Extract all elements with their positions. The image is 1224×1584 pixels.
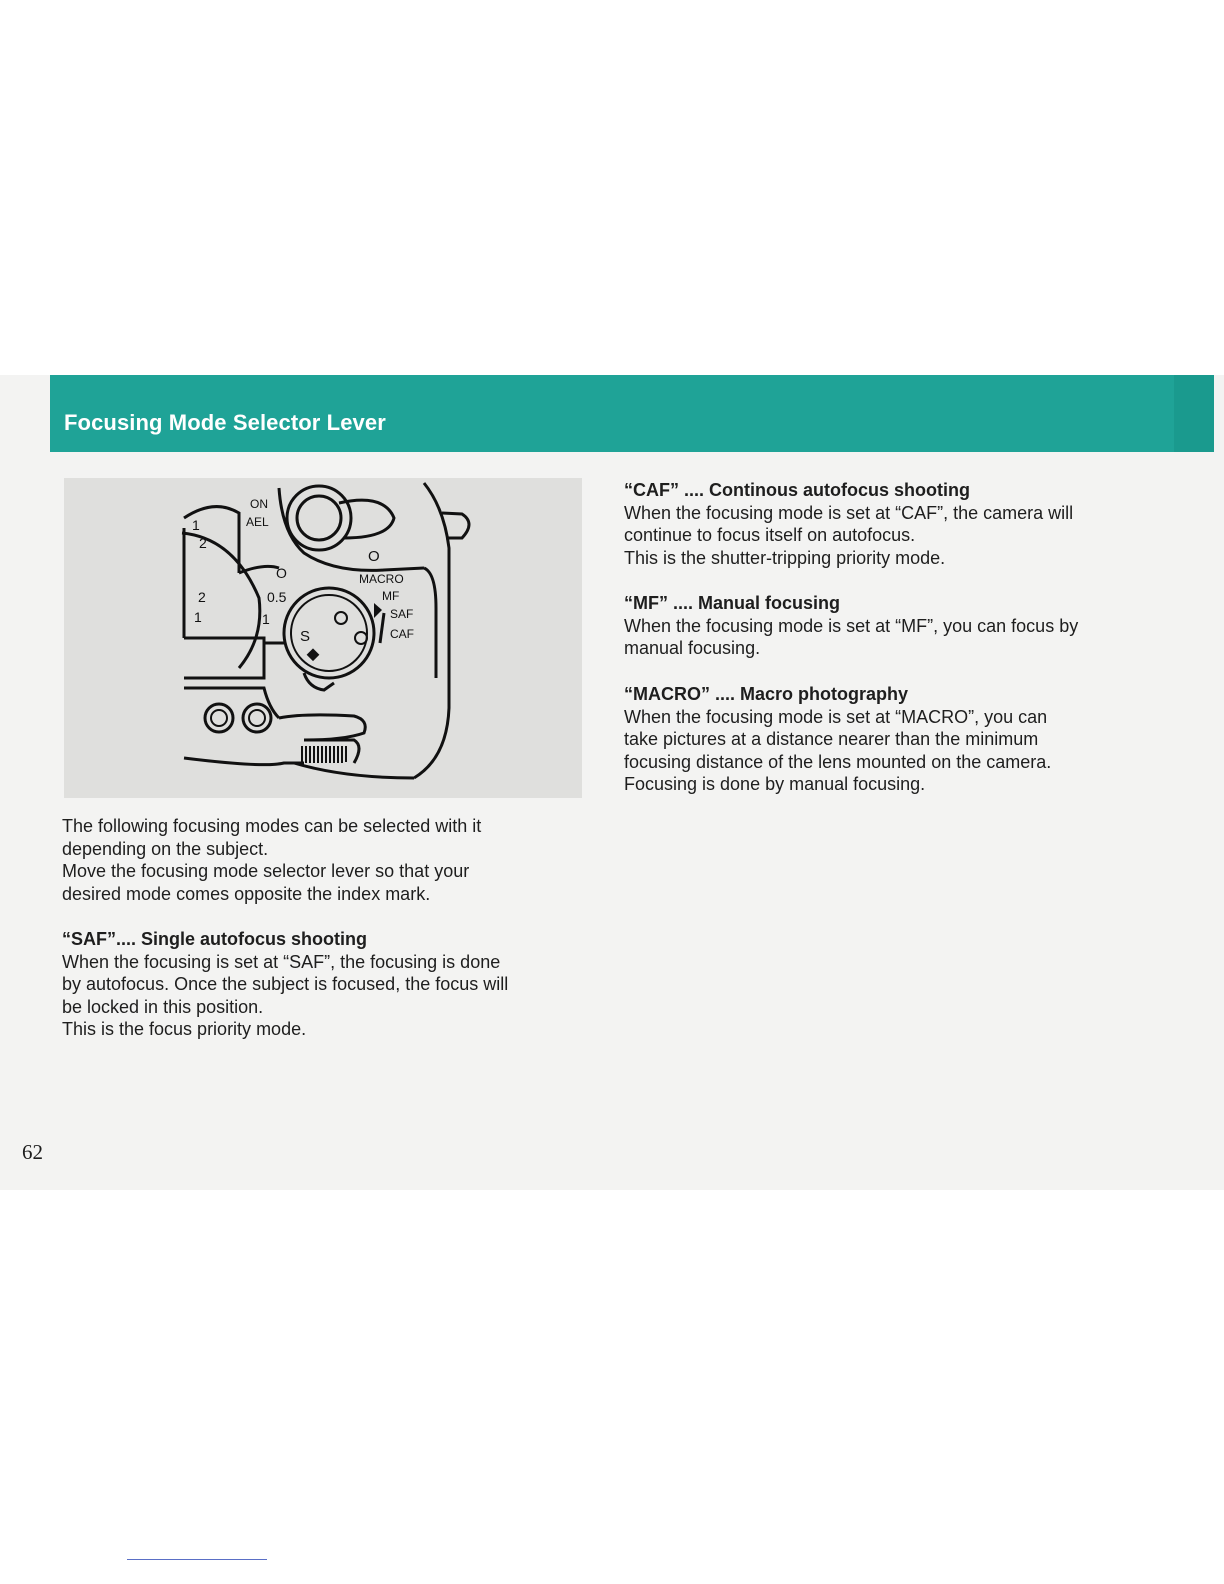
label-s: S: [300, 628, 311, 645]
saf-line: be locked in this position.: [62, 996, 264, 1017]
mf-heading: “MF” .... Manual focusing: [624, 593, 840, 613]
caf-line: continue to focus itself on autofocus.: [624, 525, 916, 545]
intro-line: Move the focusing mode selector lever so that your: [62, 861, 470, 881]
macro-line: focusing distance of the lens mounted on the camera.: [624, 751, 1052, 772]
label-comp-plus-one: 1: [194, 609, 202, 625]
saf-line: This is the focus priority mode.: [62, 1019, 307, 1039]
label-zero-left: O: [276, 565, 287, 581]
label-macro: MACRO: [359, 572, 404, 586]
caf-section: [624, 479, 1164, 569]
label-caf: CAF: [390, 627, 414, 641]
label-mf: MF: [382, 589, 400, 603]
label-ael: AEL: [246, 515, 269, 529]
label-comp-minus-two: 2: [199, 535, 207, 551]
macro-section: [624, 683, 1164, 796]
camera-dial-illustration: [64, 478, 582, 798]
intro-line: desired mode comes opposite the index mark.: [62, 883, 431, 904]
saf-line: by autofocus. Once the subject is focused, the focus will: [62, 974, 509, 994]
label-saf: SAF: [390, 607, 414, 621]
label-half: 0.5: [267, 589, 287, 605]
label-one: 1: [262, 611, 270, 627]
mf-section: [624, 592, 1164, 660]
caf-line: This is the shutter-tripping priority mode.: [624, 547, 946, 568]
intro-paragraph: [62, 815, 582, 905]
saf-section: [62, 928, 582, 1041]
footer-rule: [127, 1559, 267, 1560]
label-on: ON: [250, 497, 268, 511]
section-title: Focusing Mode Selector Lever: [64, 410, 386, 435]
label-zero-top: O: [368, 548, 380, 565]
page-number: 62: [22, 1140, 43, 1164]
intro-line: The following focusing modes can be selected with it: [62, 816, 482, 836]
header-bar-edge: [1174, 375, 1214, 452]
label-comp-plus-two: 2: [198, 589, 206, 605]
macro-line: take pictures at a distance nearer than the minimum: [624, 729, 1039, 749]
caf-line: When the focusing mode is set at “CAF”, the camera will: [624, 502, 1074, 523]
mf-line: manual focusing.: [624, 638, 761, 658]
macro-heading: “MACRO” .... Macro photography: [624, 684, 909, 704]
macro-line: When the focusing mode is set at “MACRO”, you can: [624, 706, 1048, 727]
saf-line: When the focusing is set at “SAF”, the focusing is done: [62, 951, 501, 972]
label-comp-minus-one: 1: [192, 517, 200, 533]
caf-heading: “CAF” .... Continous autofocus shooting: [624, 480, 970, 500]
mf-line: When the focusing mode is set at “MF”, you can focus by: [624, 615, 1079, 636]
saf-heading: “SAF”.... Single autofocus shooting: [62, 929, 367, 949]
macro-line: Focusing is done by manual focusing.: [624, 774, 926, 794]
intro-line: depending on the subject.: [62, 838, 269, 859]
